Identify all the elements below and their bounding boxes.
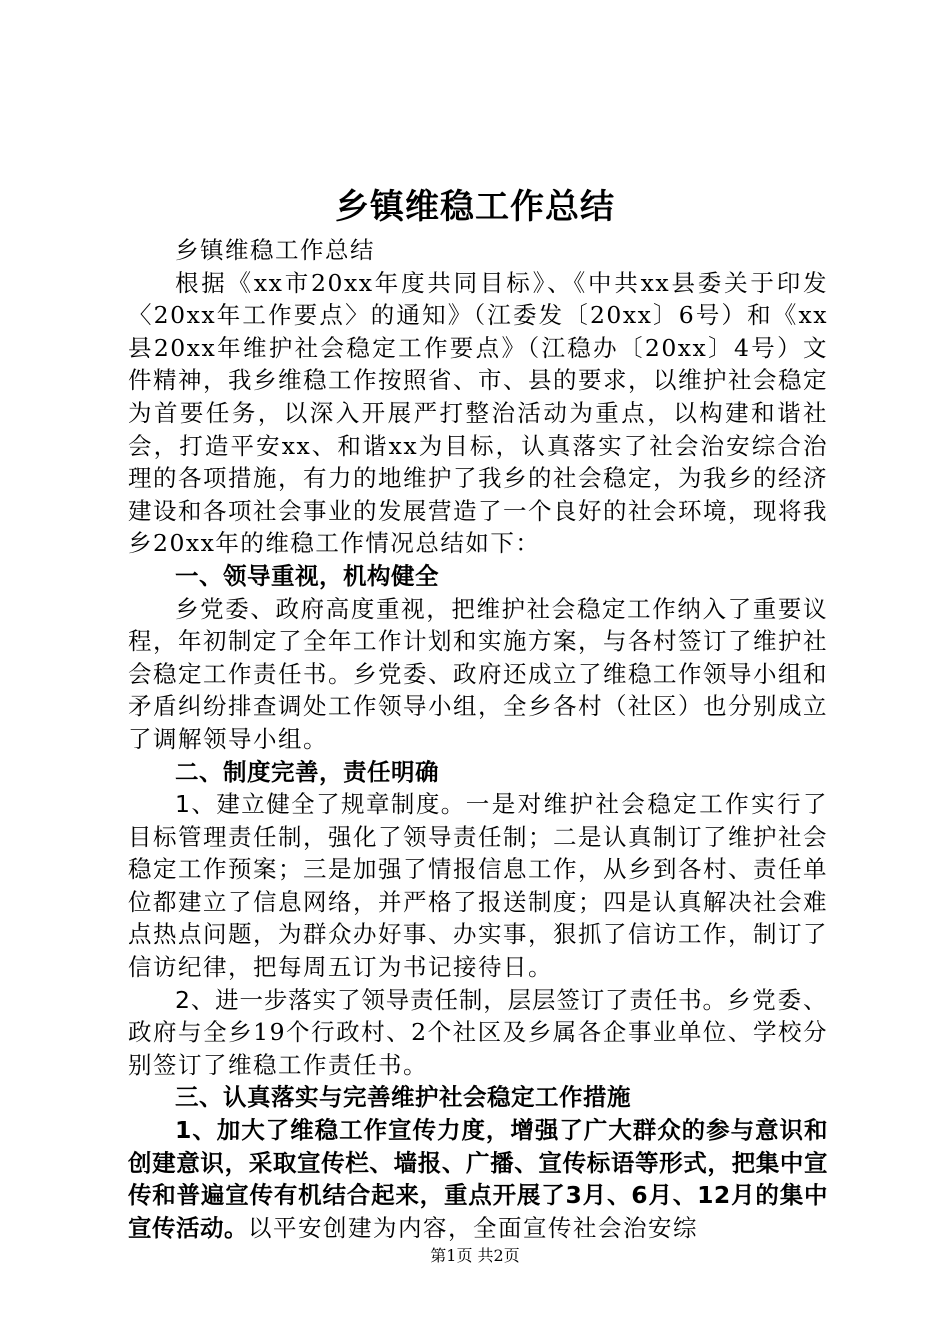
paragraph-lead: 2、进一步落实了领导责任制，层层签订了责任书。 bbox=[175, 985, 727, 1014]
page-title: 乡镇维稳工作总结 bbox=[335, 187, 615, 227]
section-heading: 一、领导重视，机构健全 bbox=[175, 561, 439, 590]
paragraph: 根据《xx市20xx年度共同目标》、《中共xx县委关于印发〈20xx年工作要点〉的通知》（江委发〔20xx〕6号）和《xx县20xx年维护社会稳定工作要点》（江稳办〔20xx〕4号）文件精神，我乡维稳工作按照省、市、县的要求，以维护社会稳定为首要任务，以深入开展严打整治活动为重点，以构建和谐社会，打造平安xx、和谐xx为目标，认真落实了社会治安综合治理的各项措施，有力的地维护了我乡的社会稳定，为我乡的经济建设和各项社会事业的发展营造了一个良好的社会环境，现将我乡20xx年的维稳工作情况总结如下： bbox=[128, 268, 828, 558]
section-heading: 二、制度完善，责任明确 bbox=[175, 757, 439, 786]
paragraph: 乡党委、政府高度重视，把维护社会稳定工作纳入了重要议程，年初制定了全年工作计划和实施方案，与各村签订了维护社会稳定工作责任书。乡党委、政府还成立了维稳工作领导小组和矛盾纠纷排查调处工作领导小组，全乡各村（社区）也分别成立了调解领导小组。 bbox=[128, 594, 828, 753]
paragraph: 1、加大了维稳工作宣传力度，增强了广大群众的参与意识和创建意识，采取宣传栏、墙报、广播、宣传标语等形式，把集中宣传和普遍宣传有机结合起来，重点开展了3月、6月、12月的集中宣传活动。以平安创建为内容，全面宣传社会治安综 bbox=[128, 1116, 828, 1242]
document-body bbox=[128, 234, 828, 1244]
paragraph: 1、建立健全了规章制度。一是对维护社会稳定工作实行了目标管理责任制，强化了领导责任制；二是认真制订了维护社会稳定工作预案；三是加强了情报信息工作，从乡到各村、责任单位都建立了信息网络，并严格了报送制度；四是认真解决社会难点热点问题，为群众办好事、办实事，狠抓了信访工作，制订了信访纪律，把每周五订为书记接待日。 bbox=[128, 790, 829, 982]
page-footer: 第1页 共2页 bbox=[430, 1246, 520, 1265]
paragraph: 2、进一步落实了领导责任制，层层签订了责任书。乡党委、政府与全乡19个行政村、2个社区及乡属各企事业单位、学校分别签订了维稳工作责任书。 bbox=[128, 985, 829, 1079]
paragraph-lead: 1、建立健全了规章制度。 bbox=[175, 790, 466, 819]
paragraph-bold-part: 1、加大了维稳工作宣传力度，增强了广大群众的参与意识和创建意识，采取宣传栏、墙报、广播、宣传标语等形式，把集中宣传和普遍宣传有机结合起来，重点开展了3月、6月、12月的集中宣传活动。 bbox=[128, 1116, 828, 1242]
paragraph: 乡镇维稳工作总结 bbox=[175, 236, 375, 264]
section-heading: 三、认真落实与完善维护社会稳定工作措施 bbox=[175, 1083, 631, 1112]
